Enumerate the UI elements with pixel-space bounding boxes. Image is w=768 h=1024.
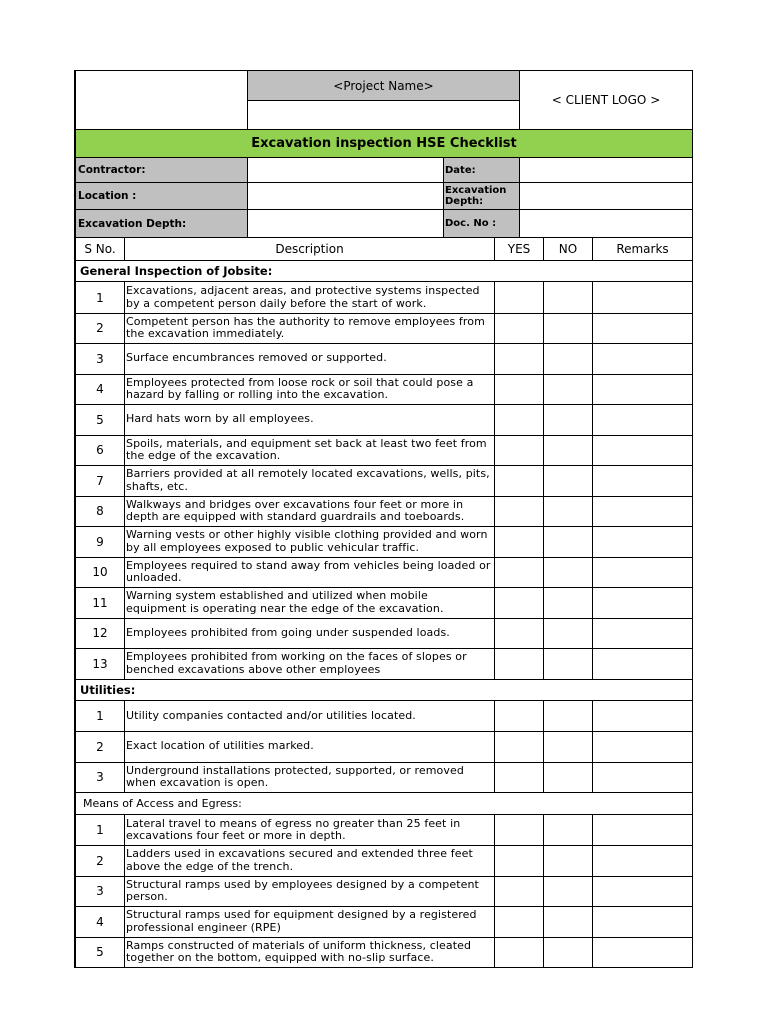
yes-checkbox[interactable]	[495, 701, 543, 731]
col-no: NO	[558, 242, 578, 256]
yes-checkbox[interactable]	[495, 618, 543, 648]
remarks-field[interactable]	[593, 374, 692, 404]
doc-no-label: Doc. No :	[444, 210, 519, 237]
remarks-field[interactable]	[593, 815, 692, 845]
item-number: 13	[92, 656, 108, 671]
excavation-depth-right-label: Excavation Depth:	[444, 183, 519, 209]
section-title: Utilities:	[80, 682, 136, 697]
yes-checkbox[interactable]	[495, 906, 543, 937]
column-divider	[592, 700, 593, 792]
no-checkbox[interactable]	[544, 876, 592, 906]
remarks-field[interactable]	[593, 845, 692, 876]
item-number: 7	[96, 473, 104, 488]
no-checkbox[interactable]	[544, 648, 592, 679]
remarks-field[interactable]	[593, 465, 692, 496]
row-divider	[75, 281, 692, 282]
item-number: 12	[92, 626, 108, 640]
remarks-field[interactable]	[593, 876, 692, 906]
column-divider	[124, 281, 125, 679]
item-number: 2	[96, 739, 104, 754]
remarks-field[interactable]	[593, 313, 692, 343]
column-divider	[494, 700, 495, 792]
item-description: Competent person has the authority to remove employees from the excavation immediately.	[126, 314, 485, 340]
no-checkbox[interactable]	[544, 906, 592, 937]
no-checkbox[interactable]	[544, 557, 592, 587]
yes-checkbox[interactable]	[495, 404, 543, 435]
remarks-field[interactable]	[593, 282, 692, 313]
no-checkbox[interactable]	[544, 343, 592, 374]
yes-checkbox[interactable]	[495, 374, 543, 404]
location-label: Location :	[76, 183, 247, 209]
column-divider	[494, 281, 495, 679]
yes-checkbox[interactable]	[495, 465, 543, 496]
item-description: Employees prohibited from working on the faces of slopes or benched excavations above other employees	[126, 650, 467, 676]
no-checkbox[interactable]	[544, 731, 592, 762]
no-checkbox[interactable]	[544, 701, 592, 731]
section-title: General Inspection of Jobsite:	[80, 264, 273, 278]
no-checkbox[interactable]	[544, 815, 592, 845]
item-number: 3	[96, 884, 104, 898]
item-number: 2	[96, 853, 104, 868]
contractor-label: Contractor:	[76, 158, 247, 182]
yes-checkbox[interactable]	[495, 731, 543, 762]
remarks-field[interactable]	[593, 618, 692, 648]
no-checkbox[interactable]	[544, 435, 592, 465]
item-number: 10	[92, 565, 108, 579]
item-number: 9	[96, 534, 104, 549]
no-checkbox[interactable]	[544, 845, 592, 876]
item-number: 4	[96, 382, 104, 396]
remarks-field[interactable]	[593, 937, 692, 967]
yes-checkbox[interactable]	[495, 435, 543, 465]
yes-checkbox[interactable]	[495, 762, 543, 792]
item-description: Ramps constructed of materials of uniform thickness, cleated together on the bottom, equipped with no-slip surface.	[126, 938, 472, 964]
item-description: Surface encumbrances removed or supported.	[126, 351, 387, 365]
item-description: Utility companies contacted and/or utilities located.	[126, 708, 416, 722]
no-checkbox[interactable]	[544, 313, 592, 343]
page-title-bar	[76, 130, 692, 157]
column-divider	[124, 700, 125, 792]
column-divider	[592, 281, 593, 679]
col-description: Description	[275, 242, 344, 256]
yes-checkbox[interactable]	[495, 648, 543, 679]
item-description: Lateral travel to means of egress no greater than 25 feet in excavations four feet or more in depth.	[126, 816, 461, 842]
col-remarks: Remarks	[616, 242, 669, 256]
item-description: Employees prohibited from going under suspended loads.	[126, 625, 450, 639]
yes-checkbox[interactable]	[495, 313, 543, 343]
item-description: Warning system established and utilized when mobile equipment is operating near the edge of the excavation.	[126, 589, 444, 615]
item-number: 8	[96, 504, 104, 518]
contractor-field[interactable]	[248, 158, 443, 182]
remarks-field[interactable]	[593, 435, 692, 465]
yes-checkbox[interactable]	[495, 937, 543, 967]
remarks-field[interactable]	[593, 343, 692, 374]
remarks-field[interactable]	[593, 648, 692, 679]
yes-checkbox[interactable]	[495, 845, 543, 876]
item-number: 5	[96, 412, 104, 427]
page-title: Excavation inspection HSE Checklist	[251, 136, 517, 151]
yes-checkbox[interactable]	[495, 557, 543, 587]
client-logo: < CLIENT LOGO >	[551, 93, 661, 107]
no-checkbox[interactable]	[544, 618, 592, 648]
row-divider	[75, 700, 692, 701]
item-description: Underground installations protected, supported, or removed when excavation is open.	[126, 763, 464, 789]
project-name-cell	[248, 71, 519, 100]
column-divider	[543, 281, 544, 679]
item-description: Walkways and bridges over excavations four feet or more in depth are equipped with standard guardrails and toeboards.	[126, 497, 465, 523]
column-divider	[124, 814, 125, 967]
excavation-depth-field[interactable]	[248, 210, 443, 237]
yes-checkbox[interactable]	[495, 815, 543, 845]
project-name: <Project Name>	[333, 78, 434, 93]
yes-checkbox[interactable]	[495, 526, 543, 557]
remarks-field[interactable]	[593, 762, 692, 792]
item-number: 2	[96, 321, 104, 335]
item-description: Warning vests or other highly visible clothing provided and worn by all employees exposed to public vehicular traffic.	[126, 528, 488, 554]
item-number: 1	[96, 823, 104, 837]
item-description: Spoils, materials, and equipment set back at least two feet from the edge of the excavation.	[126, 436, 487, 462]
item-number: 4	[96, 914, 104, 929]
doc-no-field[interactable]	[520, 210, 692, 237]
no-checkbox[interactable]	[544, 762, 592, 792]
no-checkbox[interactable]	[544, 465, 592, 496]
item-number: 3	[96, 351, 104, 366]
column-divider	[592, 814, 593, 967]
col-yes: YES	[507, 242, 531, 256]
item-description: Employees protected from loose rock or soil that could pose a hazard by falling or rolling into the excavation.	[126, 375, 474, 401]
item-number: 3	[96, 770, 104, 784]
item-number: 5	[96, 945, 104, 959]
excavation-depth-right-field[interactable]	[520, 183, 692, 209]
row-divider	[75, 814, 692, 815]
yes-checkbox[interactable]	[495, 876, 543, 906]
yes-checkbox[interactable]	[495, 587, 543, 618]
column-divider	[543, 814, 544, 967]
item-number: 1	[96, 290, 104, 305]
yes-checkbox[interactable]	[495, 343, 543, 374]
remarks-field[interactable]	[593, 404, 692, 435]
item-number: 1	[96, 709, 104, 723]
no-checkbox[interactable]	[544, 404, 592, 435]
item-number: 6	[96, 443, 104, 457]
remarks-field[interactable]	[593, 496, 692, 526]
row-divider	[75, 967, 692, 968]
column-divider	[494, 814, 495, 967]
no-checkbox[interactable]	[544, 374, 592, 404]
date-label: Date:	[444, 158, 519, 182]
item-description: Structural ramps used for equipment designed by a registered professional engineer (RPE)	[126, 908, 477, 934]
date-field[interactable]	[520, 158, 692, 182]
remarks-field[interactable]	[593, 731, 692, 762]
remarks-field[interactable]	[593, 526, 692, 557]
no-checkbox[interactable]	[544, 937, 592, 967]
section-title: Means of Access and Egress:	[83, 797, 242, 810]
col-sno: S No.	[84, 242, 116, 256]
item-description: Hard hats worn by all employees.	[126, 412, 314, 426]
no-checkbox[interactable]	[544, 496, 592, 526]
remarks-field[interactable]	[593, 587, 692, 618]
column-divider	[543, 700, 544, 792]
yes-checkbox[interactable]	[495, 496, 543, 526]
item-description: Ladders used in excavations secured and extended three feet above the edge of the trench.	[126, 847, 473, 873]
item-description: Exact location of utilities marked.	[126, 739, 314, 753]
remarks-field[interactable]	[593, 906, 692, 937]
item-number: 11	[92, 595, 108, 610]
location-field[interactable]	[248, 183, 443, 209]
no-checkbox[interactable]	[544, 282, 592, 313]
item-description: Employees required to stand away from vehicles being loaded or unloaded.	[126, 558, 491, 584]
excavation-depth-label: Excavation Depth:	[76, 210, 247, 237]
client-logo-cell	[520, 71, 692, 129]
item-description: Barriers provided at all remotely located excavations, wells, pits, shafts, etc.	[126, 467, 490, 493]
remarks-field[interactable]	[593, 701, 692, 731]
remarks-field[interactable]	[593, 557, 692, 587]
yes-checkbox[interactable]	[495, 282, 543, 313]
no-checkbox[interactable]	[544, 587, 592, 618]
item-description: Structural ramps used by employees designed by a competent person.	[126, 877, 479, 903]
item-description: Excavations, adjacent areas, and protective systems inspected by a competent person daily before the start of work.	[126, 284, 480, 310]
no-checkbox[interactable]	[544, 526, 592, 557]
